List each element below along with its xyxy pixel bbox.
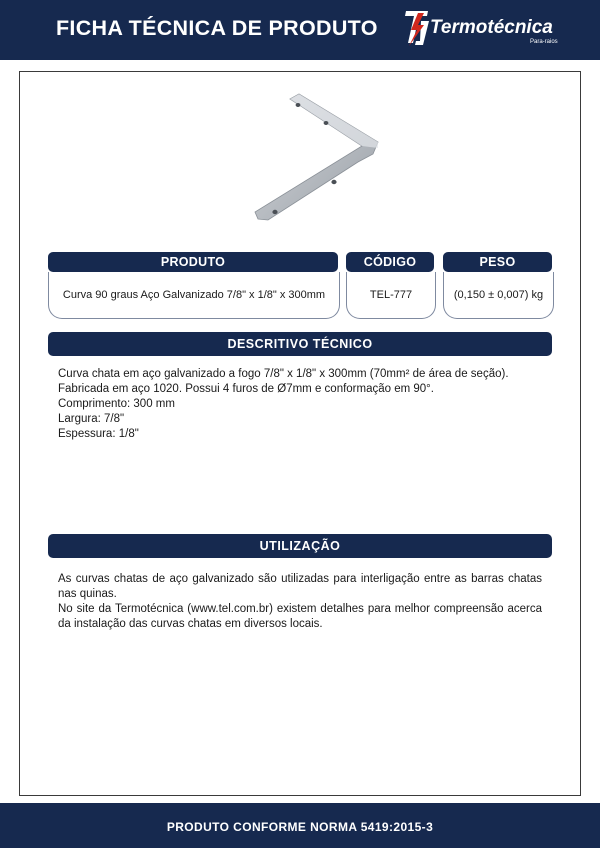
weight-column-header: PESO xyxy=(443,252,552,272)
description-line: Curva chata em aço galvanizado a fogo 7/8" x 1/8" x 300mm (70mm² de área de seção). xyxy=(58,368,509,380)
description-line: Largura: 7/8" xyxy=(58,413,125,425)
logo-subtitle: Para-raios xyxy=(530,39,558,45)
description-line: Fabricada em aço 1020. Possui 4 furos de Ø7mm e conformação em 90°. xyxy=(58,383,434,395)
logo-name: Termotécnica xyxy=(430,17,553,38)
product-name-value: Curva 90 graus Aço Galvanizado 7/8" x 1/8" x 300mm xyxy=(48,272,340,319)
product-code-value: TEL-777 xyxy=(346,272,436,319)
technical-description-heading: DESCRITIVO TÉCNICO xyxy=(48,332,552,356)
usage-paragraph: No site da Termotécnica (www.tel.com.br) existem detalhes para melhor compreensão acerca da instalação das curvas chatas em diversos locais. xyxy=(58,603,542,630)
company-logo xyxy=(402,8,572,52)
description-line: Espessura: 1/8" xyxy=(58,428,139,440)
header-bar xyxy=(0,0,600,60)
usage-heading: UTILIZAÇÃO xyxy=(48,534,552,558)
code-column-header: CÓDIGO xyxy=(346,252,434,272)
footer-bar: PRODUTO CONFORME NORMA 5419:2015-3 xyxy=(0,803,600,848)
technical-description xyxy=(58,367,548,442)
description-line: Comprimento: 300 mm xyxy=(58,398,175,410)
product-column-header: PRODUTO xyxy=(48,252,338,272)
logo-mark-icon xyxy=(402,8,432,48)
usage-paragraph: As curvas chatas de aço galvanizado são utilizadas para interligação entre as barras chatas nas quinas. xyxy=(58,573,542,600)
product-weight-value: (0,150 ± 0,007) kg xyxy=(443,272,554,319)
page-title: FICHA TÉCNICA DE PRODUTO xyxy=(56,16,378,40)
usage-text xyxy=(58,572,542,632)
flat-bent-bar-image xyxy=(240,84,390,234)
